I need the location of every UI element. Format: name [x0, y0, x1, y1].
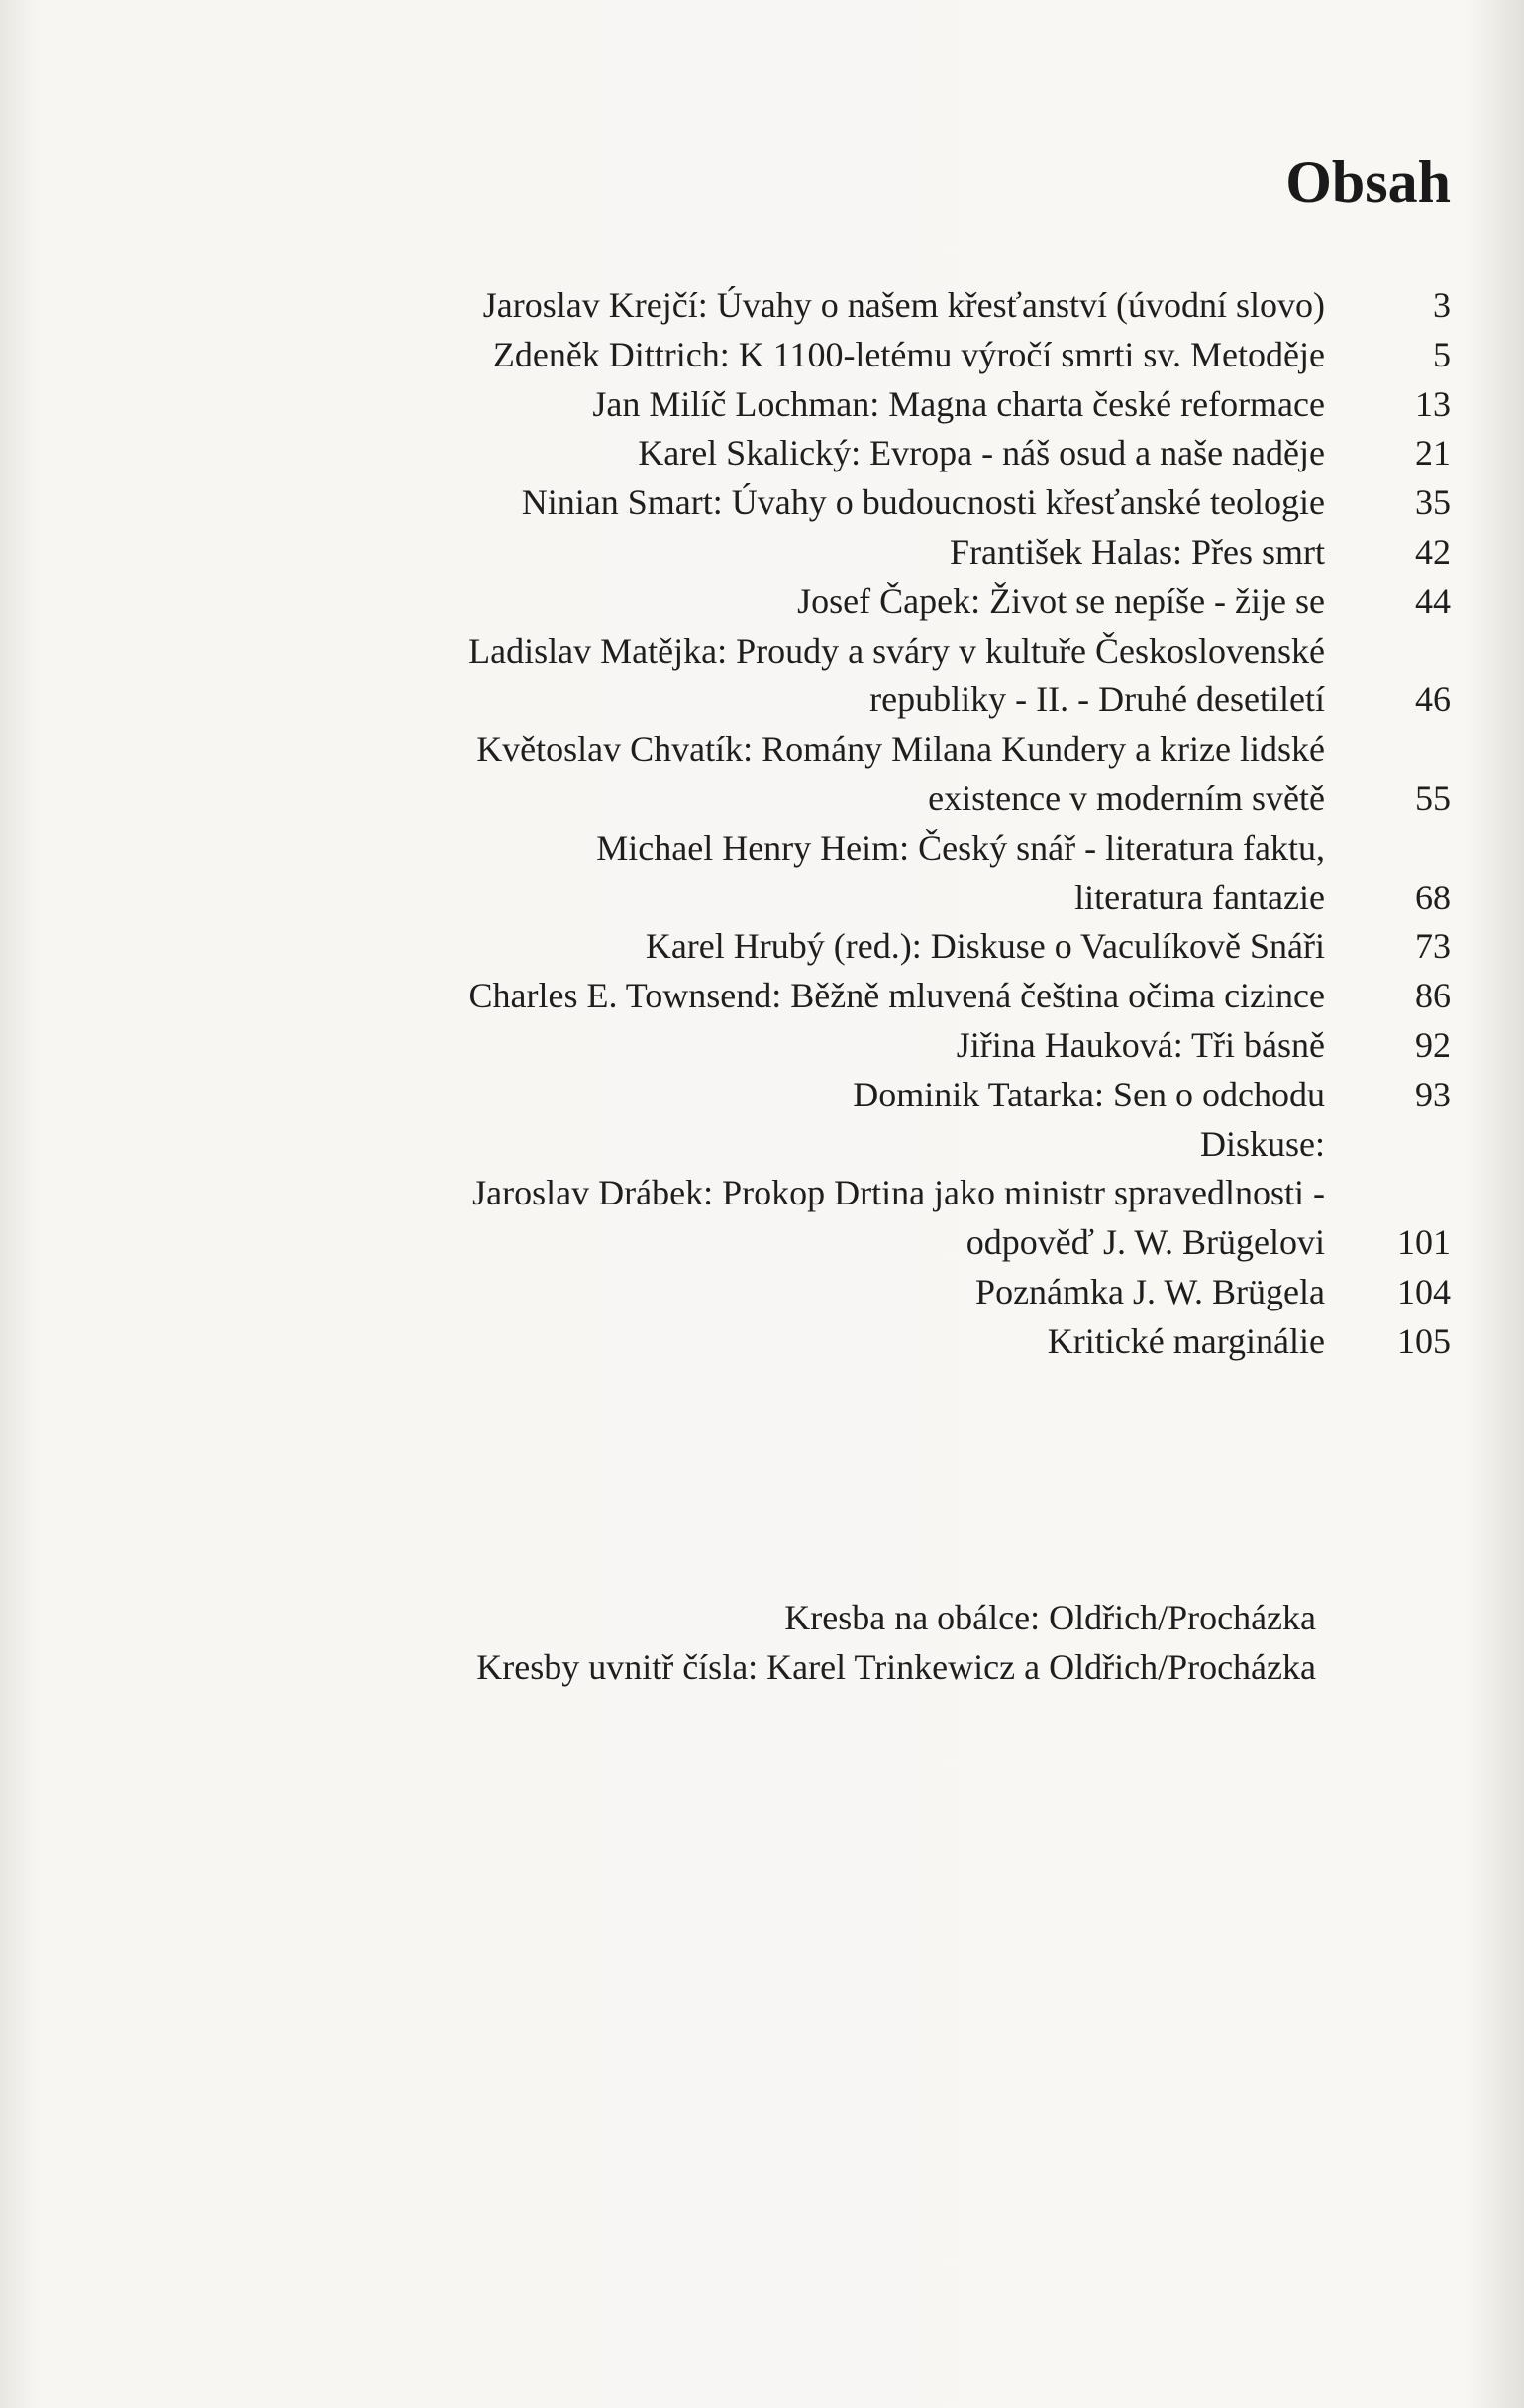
toc-entry-title: [218, 429, 1325, 478]
toc-entry-line: Jaroslav Drábek: Prokop Drtina jako ministr spravedlnosti -: [472, 1173, 1325, 1213]
toc-entry-title: [218, 478, 1325, 528]
toc-entry-line: Kritické marginálie: [1047, 1320, 1325, 1361]
toc-entry-title: [218, 1071, 1325, 1120]
toc-entry-line: František Halas: Přes smrt: [950, 531, 1325, 572]
toc-entry: [218, 331, 1451, 380]
inside-credit: Kresby uvnitř čísla: Karel Trinkewicz a Oldřich/Procházka: [476, 1647, 1316, 1687]
show-through-heading: [297, 163, 312, 232]
toc-page-number: 101: [1397, 1222, 1451, 1263]
toc-entry-line: Michael Henry Heim: Český snář - literatura faktu,: [596, 827, 1325, 868]
toc-page-number: 35: [1415, 482, 1451, 523]
toc-entry-title: [218, 1120, 1325, 1170]
toc-page-number: 92: [1415, 1024, 1451, 1065]
toc-entry-title: [218, 824, 1325, 923]
toc-page-number: 13: [1415, 383, 1451, 424]
toc-entry-line: Poznámka J. W. Brügela: [975, 1271, 1325, 1311]
toc-entry: [218, 1021, 1451, 1071]
toc-entry-line: Dominik Tatarka: Sen o odchodu: [853, 1074, 1325, 1114]
toc-entry: [218, 972, 1451, 1021]
toc-entry-line: Ladislav Matějka: Proudy a sváry v kultuře Československé: [468, 630, 1325, 671]
toc-entry-title: [218, 380, 1325, 430]
toc-entry-title: [218, 577, 1325, 627]
toc-entry-title: [218, 528, 1325, 577]
toc-entry-title: [218, 627, 1325, 726]
table-of-contents: [218, 281, 1451, 1367]
toc-entry-title: [218, 1021, 1325, 1071]
toc-entry: [218, 380, 1451, 430]
toc-page-number: 86: [1415, 976, 1451, 1016]
toc-page-number: 3: [1433, 285, 1451, 325]
toc-entry-line: Charles E. Townsend: Běžně mluvená čeština očima cizince: [468, 976, 1325, 1016]
illustration-credits: [218, 1593, 1316, 1692]
toc-entry-title: [218, 1169, 1325, 1268]
toc-entry: [218, 922, 1451, 972]
toc-page-number: 5: [1433, 334, 1451, 374]
toc-entry: [218, 1120, 1451, 1170]
toc-entry-title: [218, 281, 1325, 331]
toc-entry-title: [218, 1317, 1325, 1367]
toc-entry-line: Diskuse:: [1200, 1123, 1325, 1164]
toc-entry: [218, 1268, 1451, 1317]
toc-entry: [218, 577, 1451, 627]
toc-entry-line: Josef Čapek: Život se nepíše - žije se: [797, 580, 1325, 621]
toc-entry: [218, 1071, 1451, 1120]
toc-page-number: 21: [1415, 433, 1451, 473]
toc-entry-line: Zdeněk Dittrich: K 1100-letému výročí smrti sv. Metoděje: [492, 334, 1325, 374]
toc-entry-title: [218, 331, 1325, 380]
toc-entry-line: Jan Milíč Lochman: Magna charta české reformace: [592, 383, 1325, 424]
toc-entry: [218, 824, 1451, 923]
toc-entry-line: literatura fantazie: [1074, 877, 1325, 917]
toc-entry: [218, 429, 1451, 478]
toc-entry-line: Jiřina Hauková: Tři básně: [956, 1024, 1325, 1065]
toc-entry-title: [218, 725, 1325, 824]
toc-page-number: 104: [1397, 1271, 1451, 1311]
toc-entry: [218, 1169, 1451, 1268]
toc-entry-line: Ninian Smart: Úvahy o budoucnosti křesťanské teologie: [521, 482, 1325, 523]
toc-entry-line: Jaroslav Krejčí: Úvahy o našem křesťanství (úvodní slovo): [482, 285, 1325, 325]
toc-page-number: 55: [1415, 778, 1451, 818]
toc-entry: [218, 627, 1451, 726]
toc-page-number: 73: [1415, 926, 1451, 967]
toc-page-number: 44: [1415, 580, 1451, 621]
toc-entry-title: [218, 922, 1325, 972]
toc-entry-title: [218, 972, 1325, 1021]
toc-entry: [218, 281, 1451, 331]
toc-entry-title: [218, 1268, 1325, 1317]
toc-page-number: 93: [1415, 1074, 1451, 1114]
page-title: Obsah: [1285, 150, 1451, 215]
toc-entry: [218, 725, 1451, 824]
toc-entry-line: Karel Hrubý (red.): Diskuse o Vaculíkově Snáři: [645, 926, 1325, 967]
cover-credit: Kresba na obálce: Oldřich/Procházka: [784, 1598, 1316, 1637]
toc-entry: [218, 528, 1451, 577]
toc-entry-line: existence v moderním světě: [928, 778, 1325, 818]
toc-entry-line: Květoslav Chvatík: Romány Milana Kundery a krize lidské: [476, 729, 1325, 770]
toc-page-number: 42: [1415, 531, 1451, 572]
toc-page-number: 46: [1415, 680, 1451, 720]
toc-entry-line: Karel Skalický: Evropa - náš osud a naše naděje: [638, 433, 1325, 473]
toc-page-number: 68: [1415, 877, 1451, 917]
toc-entry-line: odpověď J. W. Brügelovi: [965, 1222, 1325, 1263]
toc-entry: [218, 1317, 1451, 1367]
toc-page-number: 105: [1397, 1320, 1451, 1361]
toc-entry-line: republiky - II. - Druhé desetiletí: [869, 680, 1325, 720]
toc-entry: [218, 478, 1451, 528]
